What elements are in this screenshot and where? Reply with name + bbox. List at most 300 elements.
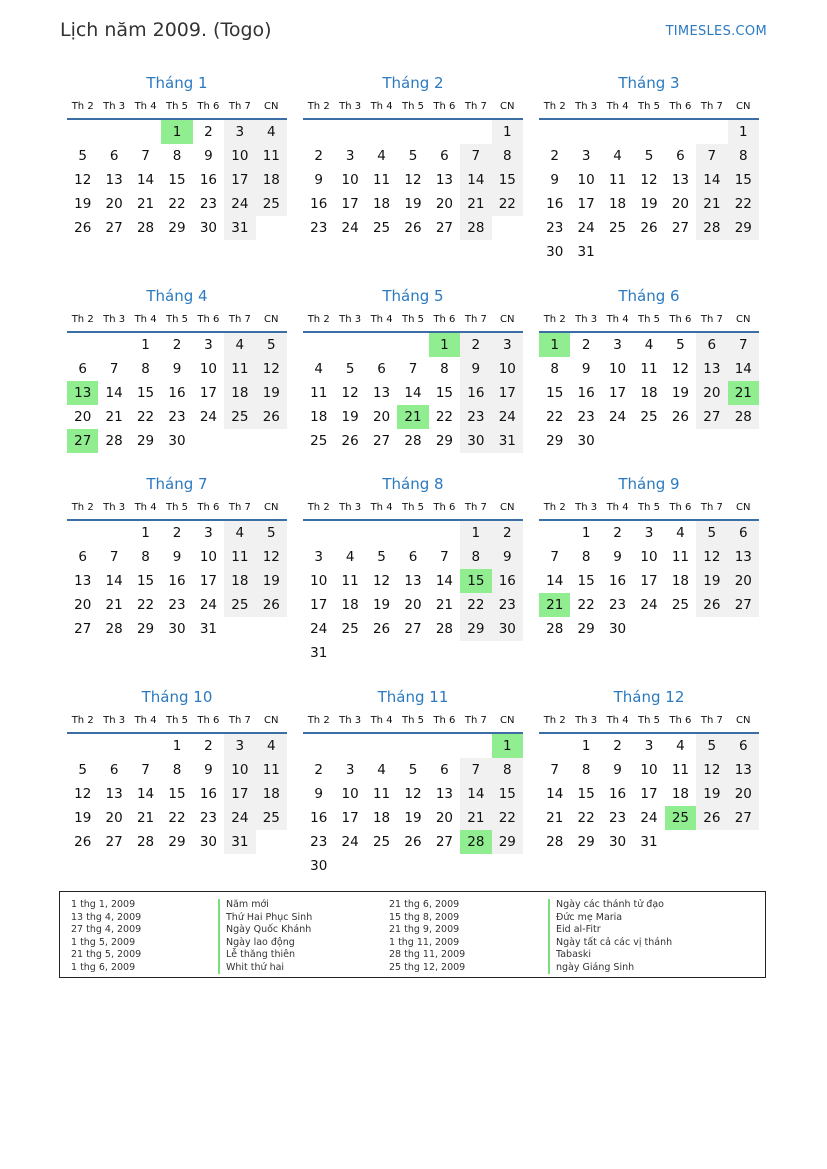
day-cell[interactable]: 15	[136, 573, 155, 589]
day-cell[interactable]: 13	[671, 172, 690, 188]
day-cell[interactable]: 24	[199, 409, 218, 425]
day-cell[interactable]: 2	[460, 333, 491, 357]
day-cell[interactable]: 23	[168, 597, 186, 613]
day-cell[interactable]: 20	[105, 810, 123, 826]
day-cell[interactable]: 8	[492, 758, 523, 782]
day-cell[interactable]: 12	[256, 357, 287, 381]
day-cell[interactable]: 8	[172, 148, 182, 164]
day-cell[interactable]: 28	[546, 621, 564, 637]
day-cell[interactable]: 5	[78, 148, 87, 164]
day-cell[interactable]: 3	[581, 148, 591, 164]
day-cell[interactable]: 26	[256, 593, 287, 617]
day-cell[interactable]: 22	[492, 192, 523, 216]
day-cell[interactable]: 24	[224, 192, 255, 216]
day-cell[interactable]: 7	[728, 333, 759, 357]
day-cell[interactable]: 27	[728, 806, 759, 830]
day-cell[interactable]: 23	[199, 810, 218, 826]
day-cell[interactable]: 1	[581, 525, 591, 541]
day-cell[interactable]: 25	[372, 220, 391, 236]
day-cell[interactable]: 25	[256, 192, 287, 216]
day-cell[interactable]: 7	[141, 762, 150, 778]
day-cell[interactable]: 25	[224, 405, 255, 429]
day-cell[interactable]: 25	[640, 409, 658, 425]
day-cell[interactable]: 17	[577, 196, 595, 212]
day-cell[interactable]: 26	[671, 409, 690, 425]
day-cell[interactable]: 24	[199, 597, 218, 613]
day-cell[interactable]: 7	[550, 549, 559, 565]
day-cell[interactable]: 17	[640, 786, 658, 802]
day-cell[interactable]: 28	[546, 834, 564, 850]
day-cell[interactable]: 5	[408, 148, 418, 164]
day-cell[interactable]: 21	[546, 810, 564, 826]
day-cell[interactable]: 10	[224, 144, 255, 168]
day-cell[interactable]: 16	[546, 196, 564, 212]
day-cell[interactable]: 10	[640, 762, 658, 778]
day-cell[interactable]: 9	[314, 172, 323, 188]
day-cell[interactable]: 4	[256, 120, 287, 144]
day-cell[interactable]: 12	[372, 573, 391, 589]
day-cell[interactable]: 21	[105, 597, 123, 613]
day-cell[interactable]: 15	[136, 385, 155, 401]
day-cell[interactable]: 28	[696, 216, 727, 240]
day-cell[interactable]: 13	[105, 172, 123, 188]
day-cell[interactable]: 11	[341, 573, 359, 589]
day-cell[interactable]: 13	[74, 573, 92, 589]
day-cell[interactable]: 7	[109, 361, 119, 377]
day-cell[interactable]: 22	[168, 810, 186, 826]
day-cell[interactable]: 23	[168, 409, 186, 425]
day-cell[interactable]: 30	[460, 429, 491, 453]
day-cell[interactable]: 14	[404, 385, 422, 401]
day-cell[interactable]: 27	[404, 621, 422, 637]
day-cell[interactable]: 18	[256, 168, 287, 192]
day-cell[interactable]: 11	[671, 762, 690, 778]
day-cell[interactable]: 22	[492, 806, 523, 830]
day-cell[interactable]: 16	[168, 385, 186, 401]
day-cell[interactable]: 5	[408, 762, 418, 778]
day-cell[interactable]: 14	[728, 357, 759, 381]
day-cell[interactable]: 15	[577, 573, 595, 589]
holiday-day-cell[interactable]: 1	[429, 333, 460, 357]
day-cell[interactable]: 10	[341, 172, 359, 188]
day-cell[interactable]: 6	[676, 148, 685, 164]
day-cell[interactable]: 30	[608, 834, 627, 850]
day-cell[interactable]: 6	[78, 361, 87, 377]
day-cell[interactable]: 14	[435, 573, 454, 589]
day-cell[interactable]: 8	[728, 144, 759, 168]
day-cell[interactable]: 9	[550, 172, 559, 188]
day-cell[interactable]: 15	[435, 385, 454, 401]
holiday-day-cell[interactable]: 1	[161, 120, 192, 144]
day-cell[interactable]: 22	[460, 593, 491, 617]
day-cell[interactable]: 23	[310, 220, 328, 236]
day-cell[interactable]: 21	[435, 597, 454, 613]
day-cell[interactable]: 10	[224, 758, 255, 782]
day-cell[interactable]: 17	[199, 573, 218, 589]
day-cell[interactable]: 14	[546, 786, 564, 802]
day-cell[interactable]: 24	[640, 810, 658, 826]
holiday-day-cell[interactable]: 15	[460, 569, 491, 593]
day-cell[interactable]: 13	[728, 545, 759, 569]
day-cell[interactable]: 29	[168, 220, 186, 236]
day-cell[interactable]: 26	[74, 834, 92, 850]
day-cell[interactable]: 4	[256, 734, 287, 758]
day-cell[interactable]: 1	[728, 120, 759, 144]
day-cell[interactable]: 11	[372, 172, 391, 188]
day-cell[interactable]: 16	[460, 381, 491, 405]
day-cell[interactable]: 4	[345, 549, 355, 565]
day-cell[interactable]: 27	[696, 405, 727, 429]
day-cell[interactable]: 23	[546, 220, 564, 236]
day-cell[interactable]: 9	[492, 545, 523, 569]
day-cell[interactable]: 20	[105, 196, 123, 212]
day-cell[interactable]: 6	[696, 333, 727, 357]
day-cell[interactable]: 28	[728, 405, 759, 429]
day-cell[interactable]: 7	[141, 148, 150, 164]
day-cell[interactable]: 4	[676, 525, 685, 541]
day-cell[interactable]: 26	[404, 220, 422, 236]
day-cell[interactable]: 8	[440, 361, 449, 377]
day-cell[interactable]: 8	[141, 549, 150, 565]
day-cell[interactable]: 13	[404, 573, 422, 589]
holiday-day-cell[interactable]: 27	[67, 429, 98, 453]
day-cell[interactable]: 21	[105, 409, 123, 425]
day-cell[interactable]: 30	[310, 858, 328, 874]
day-cell[interactable]: 2	[172, 337, 182, 353]
day-cell[interactable]: 10	[310, 573, 328, 589]
day-cell[interactable]: 10	[199, 361, 218, 377]
day-cell[interactable]: 8	[581, 549, 591, 565]
holiday-day-cell[interactable]: 21	[397, 405, 428, 429]
day-cell[interactable]: 11	[224, 545, 255, 569]
day-cell[interactable]: 18	[224, 381, 255, 405]
day-cell[interactable]: 18	[671, 786, 690, 802]
day-cell[interactable]: 13	[696, 357, 727, 381]
day-cell[interactable]: 9	[172, 549, 182, 565]
day-cell[interactable]: 5	[644, 148, 654, 164]
day-cell[interactable]: 31	[577, 244, 595, 260]
day-cell[interactable]: 2	[314, 148, 323, 164]
day-cell[interactable]: 23	[608, 810, 627, 826]
day-cell[interactable]: 20	[404, 597, 422, 613]
day-cell[interactable]: 31	[492, 429, 523, 453]
day-cell[interactable]: 9	[460, 357, 491, 381]
day-cell[interactable]: 5	[676, 337, 685, 353]
day-cell[interactable]: 14	[136, 786, 155, 802]
day-cell[interactable]: 12	[671, 361, 690, 377]
day-cell[interactable]: 12	[696, 758, 727, 782]
day-cell[interactable]: 17	[310, 597, 328, 613]
day-cell[interactable]: 13	[372, 385, 391, 401]
day-cell[interactable]: 16	[310, 810, 328, 826]
day-cell[interactable]: 7	[696, 144, 727, 168]
day-cell[interactable]: 21	[136, 196, 155, 212]
day-cell[interactable]: 19	[640, 196, 658, 212]
day-cell[interactable]: 12	[404, 786, 422, 802]
day-cell[interactable]: 26	[256, 405, 287, 429]
day-cell[interactable]: 20	[74, 597, 92, 613]
day-cell[interactable]: 17	[199, 385, 218, 401]
day-cell[interactable]: 15	[492, 168, 523, 192]
day-cell[interactable]: 18	[608, 196, 627, 212]
day-cell[interactable]: 12	[640, 172, 658, 188]
day-cell[interactable]: 14	[696, 168, 727, 192]
day-cell[interactable]: 14	[460, 782, 491, 806]
day-cell[interactable]: 18	[224, 569, 255, 593]
day-cell[interactable]: 10	[199, 549, 218, 565]
day-cell[interactable]: 30	[199, 834, 218, 850]
day-cell[interactable]: 11	[372, 786, 391, 802]
day-cell[interactable]: 29	[136, 621, 155, 637]
day-cell[interactable]: 29	[492, 830, 523, 854]
day-cell[interactable]: 2	[613, 525, 622, 541]
day-cell[interactable]: 11	[256, 758, 287, 782]
day-cell[interactable]: 20	[728, 782, 759, 806]
day-cell[interactable]: 6	[109, 148, 119, 164]
day-cell[interactable]: 6	[377, 361, 386, 377]
day-cell[interactable]: 30	[199, 220, 218, 236]
day-cell[interactable]: 20	[728, 569, 759, 593]
day-cell[interactable]: 29	[435, 433, 454, 449]
day-cell[interactable]: 6	[408, 549, 418, 565]
day-cell[interactable]: 9	[172, 361, 182, 377]
day-cell[interactable]: 26	[74, 220, 92, 236]
day-cell[interactable]: 5	[256, 333, 287, 357]
day-cell[interactable]: 16	[492, 569, 523, 593]
day-cell[interactable]: 29	[546, 433, 564, 449]
day-cell[interactable]: 7	[460, 144, 491, 168]
day-cell[interactable]: 24	[341, 220, 359, 236]
day-cell[interactable]: 8	[141, 361, 150, 377]
day-cell[interactable]: 10	[577, 172, 595, 188]
day-cell[interactable]: 22	[168, 196, 186, 212]
day-cell[interactable]: 19	[696, 782, 727, 806]
day-cell[interactable]: 19	[256, 381, 287, 405]
day-cell[interactable]: 11	[671, 549, 690, 565]
day-cell[interactable]: 31	[640, 834, 658, 850]
day-cell[interactable]: 22	[546, 409, 564, 425]
day-cell[interactable]: 14	[460, 168, 491, 192]
day-cell[interactable]: 5	[696, 521, 727, 545]
day-cell[interactable]: 3	[224, 120, 255, 144]
day-cell[interactable]: 11	[608, 172, 627, 188]
day-cell[interactable]: 5	[696, 734, 727, 758]
day-cell[interactable]: 17	[492, 381, 523, 405]
day-cell[interactable]: 29	[460, 617, 491, 641]
day-cell[interactable]: 9	[314, 786, 323, 802]
day-cell[interactable]: 24	[640, 597, 658, 613]
day-cell[interactable]: 26	[404, 834, 422, 850]
day-cell[interactable]: 18	[310, 409, 328, 425]
day-cell[interactable]: 21	[696, 192, 727, 216]
day-cell[interactable]: 19	[671, 385, 690, 401]
day-cell[interactable]: 9	[613, 762, 622, 778]
day-cell[interactable]: 24	[224, 806, 255, 830]
day-cell[interactable]: 8	[581, 762, 591, 778]
day-cell[interactable]: 8	[492, 144, 523, 168]
day-cell[interactable]: 24	[577, 220, 595, 236]
day-cell[interactable]: 16	[310, 196, 328, 212]
day-cell[interactable]: 30	[577, 433, 595, 449]
day-cell[interactable]: 14	[136, 172, 155, 188]
day-cell[interactable]: 17	[608, 385, 627, 401]
day-cell[interactable]: 4	[224, 333, 255, 357]
day-cell[interactable]: 25	[341, 621, 359, 637]
day-cell[interactable]: 7	[550, 762, 559, 778]
day-cell[interactable]: 3	[345, 762, 355, 778]
day-cell[interactable]: 29	[168, 834, 186, 850]
holiday-day-cell[interactable]: 13	[67, 381, 98, 405]
day-cell[interactable]: 28	[136, 220, 155, 236]
day-cell[interactable]: 7	[440, 549, 449, 565]
day-cell[interactable]: 23	[492, 593, 523, 617]
day-cell[interactable]: 26	[640, 220, 658, 236]
day-cell[interactable]: 19	[74, 810, 92, 826]
day-cell[interactable]: 16	[608, 573, 627, 589]
holiday-day-cell[interactable]: 25	[665, 806, 696, 830]
day-cell[interactable]: 26	[696, 806, 727, 830]
day-cell[interactable]: 19	[404, 196, 422, 212]
holiday-day-cell[interactable]: 21	[539, 593, 570, 617]
day-cell[interactable]: 28	[105, 621, 123, 637]
day-cell[interactable]: 30	[546, 244, 564, 260]
day-cell[interactable]: 30	[168, 433, 186, 449]
day-cell[interactable]: 21	[460, 192, 491, 216]
day-cell[interactable]: 25	[224, 593, 255, 617]
day-cell[interactable]: 1	[141, 525, 150, 541]
day-cell[interactable]: 15	[492, 782, 523, 806]
day-cell[interactable]: 18	[256, 782, 287, 806]
day-cell[interactable]: 6	[728, 734, 759, 758]
day-cell[interactable]: 22	[577, 597, 595, 613]
day-cell[interactable]: 22	[136, 409, 155, 425]
day-cell[interactable]: 16	[199, 786, 218, 802]
day-cell[interactable]: 4	[613, 148, 622, 164]
day-cell[interactable]: 7	[408, 361, 418, 377]
day-cell[interactable]: 13	[435, 786, 454, 802]
day-cell[interactable]: 20	[372, 409, 391, 425]
day-cell[interactable]: 31	[199, 621, 218, 637]
day-cell[interactable]: 3	[314, 549, 323, 565]
day-cell[interactable]: 9	[613, 549, 622, 565]
day-cell[interactable]: 16	[199, 172, 218, 188]
day-cell[interactable]: 26	[696, 593, 727, 617]
day-cell[interactable]: 5	[377, 549, 386, 565]
day-cell[interactable]: 5	[256, 521, 287, 545]
day-cell[interactable]: 18	[341, 597, 359, 613]
holiday-day-cell[interactable]: 1	[492, 734, 523, 758]
day-cell[interactable]: 24	[492, 405, 523, 429]
day-cell[interactable]: 2	[492, 521, 523, 545]
day-cell[interactable]: 11	[224, 357, 255, 381]
day-cell[interactable]: 3	[204, 525, 213, 541]
day-cell[interactable]: 20	[435, 810, 454, 826]
day-cell[interactable]: 23	[608, 597, 627, 613]
day-cell[interactable]: 9	[581, 361, 591, 377]
day-cell[interactable]: 22	[728, 192, 759, 216]
day-cell[interactable]: 3	[644, 525, 654, 541]
day-cell[interactable]: 30	[168, 621, 186, 637]
day-cell[interactable]: 27	[74, 621, 92, 637]
day-cell[interactable]: 18	[671, 573, 690, 589]
day-cell[interactable]: 26	[372, 621, 391, 637]
day-cell[interactable]: 4	[676, 738, 685, 754]
brand-link[interactable]: TIMESLES.COM	[665, 24, 767, 39]
day-cell[interactable]: 1	[460, 521, 491, 545]
day-cell[interactable]: 14	[105, 385, 123, 401]
day-cell[interactable]: 11	[310, 385, 328, 401]
day-cell[interactable]: 14	[105, 573, 123, 589]
day-cell[interactable]: 19	[256, 569, 287, 593]
day-cell[interactable]: 25	[310, 433, 328, 449]
holiday-day-cell[interactable]: 1	[539, 333, 570, 357]
day-cell[interactable]: 27	[728, 593, 759, 617]
day-cell[interactable]: 1	[581, 738, 591, 754]
day-cell[interactable]: 20	[435, 196, 454, 212]
day-cell[interactable]: 22	[136, 597, 155, 613]
day-cell[interactable]: 17	[341, 810, 359, 826]
day-cell[interactable]: 31	[224, 216, 255, 240]
day-cell[interactable]: 25	[671, 597, 690, 613]
day-cell[interactable]: 29	[577, 834, 595, 850]
day-cell[interactable]: 27	[435, 220, 454, 236]
day-cell[interactable]: 19	[341, 409, 359, 425]
day-cell[interactable]: 1	[492, 120, 523, 144]
day-cell[interactable]: 27	[372, 433, 391, 449]
day-cell[interactable]: 24	[310, 621, 328, 637]
day-cell[interactable]: 1	[141, 337, 150, 353]
holiday-day-cell[interactable]: 28	[460, 830, 491, 854]
day-cell[interactable]: 13	[105, 786, 123, 802]
day-cell[interactable]: 4	[224, 521, 255, 545]
day-cell[interactable]: 3	[613, 337, 622, 353]
day-cell[interactable]: 17	[341, 196, 359, 212]
day-cell[interactable]: 4	[377, 762, 386, 778]
day-cell[interactable]: 12	[74, 786, 92, 802]
day-cell[interactable]: 3	[644, 738, 654, 754]
day-cell[interactable]: 19	[372, 597, 391, 613]
day-cell[interactable]: 25	[372, 834, 391, 850]
day-cell[interactable]: 13	[435, 172, 454, 188]
day-cell[interactable]: 3	[345, 148, 355, 164]
day-cell[interactable]: 2	[550, 148, 559, 164]
day-cell[interactable]: 29	[136, 433, 155, 449]
day-cell[interactable]: 18	[372, 196, 391, 212]
day-cell[interactable]: 2	[314, 762, 323, 778]
day-cell[interactable]: 12	[74, 172, 92, 188]
day-cell[interactable]: 17	[224, 168, 255, 192]
day-cell[interactable]: 2	[613, 738, 622, 754]
day-cell[interactable]: 20	[74, 409, 92, 425]
day-cell[interactable]: 20	[671, 196, 690, 212]
day-cell[interactable]: 2	[204, 124, 213, 140]
day-cell[interactable]: 27	[105, 220, 123, 236]
day-cell[interactable]: 29	[577, 621, 595, 637]
day-cell[interactable]: 5	[345, 361, 355, 377]
day-cell[interactable]: 25	[256, 806, 287, 830]
day-cell[interactable]: 22	[577, 810, 595, 826]
day-cell[interactable]: 1	[172, 738, 182, 754]
day-cell[interactable]: 25	[608, 220, 627, 236]
day-cell[interactable]: 8	[172, 762, 182, 778]
day-cell[interactable]: 28	[435, 621, 454, 637]
day-cell[interactable]: 28	[136, 834, 155, 850]
day-cell[interactable]: 2	[581, 337, 591, 353]
day-cell[interactable]: 10	[341, 786, 359, 802]
day-cell[interactable]: 8	[550, 361, 559, 377]
day-cell[interactable]: 17	[640, 573, 658, 589]
day-cell[interactable]: 23	[199, 196, 218, 212]
